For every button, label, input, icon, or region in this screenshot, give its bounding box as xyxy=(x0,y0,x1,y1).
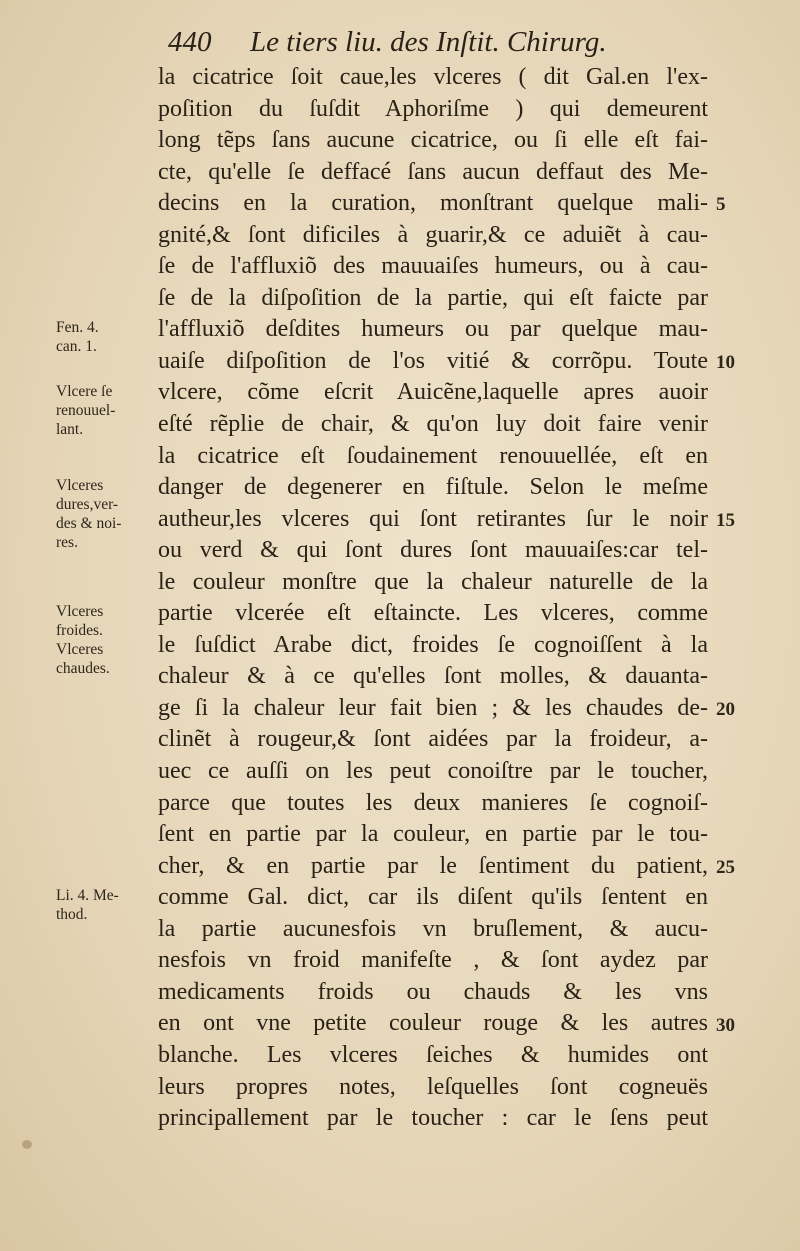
text-line: le ſuſdict Arabe dict, froides ſe cognoiſſent à la xyxy=(158,631,708,658)
text-line: comme Gal. dict, car ils diſent qu'ils ſentent en xyxy=(158,884,708,911)
margin-note-line: Vlcere ſe xyxy=(56,382,113,400)
text-line: uec ce auſſi on les peut conoiſtre par le toucher, xyxy=(158,758,708,785)
margin-note xyxy=(56,476,156,552)
running-title: Le tiers liu. des Inſtit. Chirurg. xyxy=(250,26,607,58)
text-line: ſe de l'affluxiõ des mauuaiſes humeurs, ou à cau- xyxy=(158,253,708,280)
margin-note-line: Vlceres xyxy=(56,641,104,659)
line-number: 20 xyxy=(716,699,735,720)
text-line: chaleur & à ce qu'elles ſont molles, & dauanta- xyxy=(158,663,708,690)
text-line: autheur,les vlceres qui ſont retirantes ſur le noir xyxy=(158,505,708,532)
margin-note xyxy=(56,382,156,439)
line-number: 30 xyxy=(716,1014,735,1036)
main-text-column xyxy=(158,62,708,1135)
margin-note-line: renouuel- xyxy=(56,401,116,419)
line-number: 15 xyxy=(716,509,735,531)
margin-note-line: Vlceres xyxy=(56,603,104,621)
text-line: eſté rẽplie de chair, & qu'on luy doit faire venir xyxy=(158,411,708,438)
margin-note-line: chaudes. xyxy=(56,660,110,678)
margin-note xyxy=(56,318,156,356)
text-line: parce que toutes les deux manieres ſe cognoiſ- xyxy=(158,789,708,816)
text-line: en ont vne petite couleur rouge & les autres xyxy=(158,1010,708,1037)
line-number: 5 xyxy=(716,194,726,216)
line-number: 25 xyxy=(716,856,735,878)
text-line: la partie aucunesfois vn bruſlement, & aucu- xyxy=(158,915,708,942)
margin-note-line: can. 1. xyxy=(56,338,97,356)
margin-note-line: Vlceres xyxy=(56,477,104,495)
text-line: principallement par le toucher : car le ſens peut xyxy=(158,1105,708,1132)
text-line: cher, & en partie par le ſentiment du patient, xyxy=(158,852,708,879)
text-line: leurs propres notes, leſquelles ſont cogneuës xyxy=(158,1073,708,1100)
page-number: 440 xyxy=(168,26,212,58)
text-line: l'affluxiõ deſdites humeurs ou par quelque mau- xyxy=(158,316,708,343)
margin-note-line: thod. xyxy=(56,906,88,924)
running-header xyxy=(168,24,708,60)
text-line: nesfois vn froid manifeſte , & ſont aydez par xyxy=(158,947,708,974)
text-line: la cicatrice ſoit caue,les vlceres ( dit Gal.en l'ex- xyxy=(158,64,708,90)
text-line: la cicatrice eſt ſoudainement renouuellée, eſt en xyxy=(158,442,708,469)
text-line: ge ſi la chaleur leur fait bien ; & les chaudes de- xyxy=(158,694,708,721)
text-line: gnité,& ſont dificiles à guarir,& ce aduiẽt à cau- xyxy=(158,221,708,248)
text-line: danger de degenerer en fiſtule. Selon le meſme xyxy=(158,474,708,501)
text-line: medicaments froids ou chauds & les vns xyxy=(158,978,708,1005)
text-line: clinẽt à rougeur,& ſont aidées par la froideur, a- xyxy=(158,726,708,753)
margin-note-line: froides. xyxy=(56,622,103,640)
text-line: poſition du ſuſdit Aphoriſme ) qui demeurent xyxy=(158,95,708,122)
ink-stain xyxy=(22,1140,32,1149)
text-line: ſent en partie par la couleur, en partie par le tou- xyxy=(158,821,708,848)
text-line: cte, qu'elle ſe deffacé ſans aucun deffaut des Me- xyxy=(158,158,708,185)
text-line: vlcere, cõme eſcrit Auicẽne,laquelle apres auoir xyxy=(158,379,708,406)
margin-note-line: dures,ver- xyxy=(56,496,119,514)
text-line: partie vlcerée eſt eſtaincte. Les vlceres, comme xyxy=(158,600,708,627)
margin-note-line: des & noi- xyxy=(56,515,122,533)
text-line: uaiſe diſpoſition de l'os vitié & corrõpu. Toute xyxy=(158,347,708,374)
text-line: blanche. Les vlceres ſeiches & humides ont xyxy=(158,1041,708,1068)
text-line: ou verd & qui ſont dures ſont mauuaiſes:car tel- xyxy=(158,537,708,564)
text-line: long tẽps ſans aucune cicatrice, ou ſi elle eſt fai- xyxy=(158,127,708,154)
text-line: ſe de la diſpoſition de la partie, qui eſt faicte par xyxy=(158,284,708,311)
margin-note xyxy=(56,602,156,678)
margin-note xyxy=(56,886,156,924)
margin-note-line: Li. 4. Me- xyxy=(56,887,119,905)
line-number: 10 xyxy=(716,351,735,373)
text-line: decins en la curation, monſtrant quelque mali- xyxy=(158,190,708,217)
text-line: le couleur monſtre que la chaleur naturelle de la xyxy=(158,568,708,595)
margin-note-line: lant. xyxy=(56,420,84,438)
margin-note-line: res. xyxy=(56,534,78,552)
margin-note-line: Fen. 4. xyxy=(56,319,99,337)
